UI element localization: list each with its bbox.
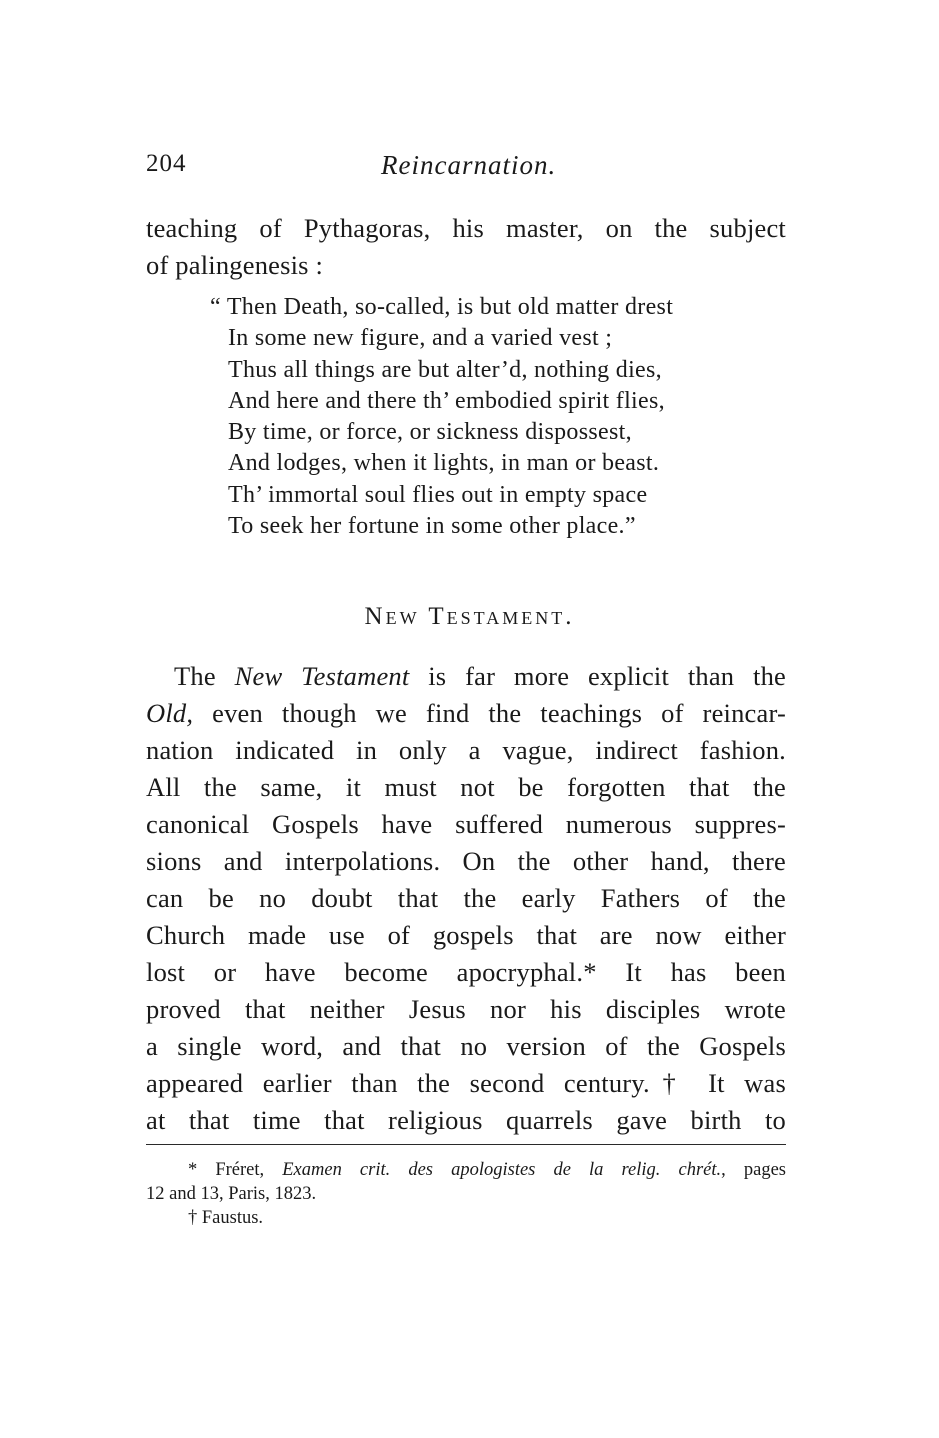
text-line: a single word, and that no version of the Gospels	[146, 1031, 786, 1061]
text-run: The	[174, 661, 235, 691]
italic-title: New Testament	[234, 661, 410, 691]
footnote-line: † Faustus.	[188, 1208, 264, 1228]
text-line: appeared earlier than the second century.† It was	[146, 1068, 786, 1098]
text-line: lost or have become apocryphal.* It has been	[146, 957, 786, 987]
text-line	[146, 695, 786, 732]
footnote-rule	[146, 1144, 786, 1145]
text-line: at that time that religious quarrels gave birth to	[146, 1105, 786, 1135]
body-paragraph	[146, 658, 786, 1139]
page-number: 204	[146, 150, 187, 177]
poem-line: And lodges, when it lights, in man or beast.	[228, 450, 660, 477]
italic-title: Old,	[146, 698, 194, 728]
footnote-line	[146, 1158, 786, 1182]
text-line: teaching of Pythagoras, his master, on the subject	[146, 213, 786, 243]
poem-line: Th’ immortal soul flies out in empty space	[228, 481, 648, 508]
text-line: All the same, it must not be forgotten that the	[146, 772, 786, 802]
text-line: of palingenesis :	[146, 250, 324, 280]
text-line	[146, 658, 786, 695]
text-line: canonical Gospels have suffered numerous suppres-	[146, 809, 786, 839]
poem-line: “ Then Death, so-called, is but old matter drest	[210, 294, 674, 320]
poem-line: In some new figure, and a varied vest ;	[228, 325, 613, 352]
text-run: even though we find the teachings of reincar-	[193, 698, 786, 728]
section-heading: New Testament.	[364, 603, 575, 630]
footnote-line: 12 and 13, Paris, 1823.	[146, 1184, 317, 1204]
text-line: sions and interpolations. On the other hand, there	[146, 846, 786, 876]
italic-title: Examen crit. des apologistes de la relig. chrét.	[282, 1160, 722, 1180]
text-line: proved that neither Jesus nor his disciples wrote	[146, 994, 786, 1024]
poem-line: To seek her fortune in some other place.”	[228, 513, 636, 540]
page-header	[146, 150, 786, 190]
poem-quote	[210, 292, 673, 542]
text-run: * Fréret,	[188, 1160, 283, 1180]
intro-paragraph	[146, 210, 786, 284]
footnotes	[146, 1158, 786, 1230]
text-run: , pages	[721, 1160, 786, 1180]
running-title: Reincarnation.	[381, 150, 557, 180]
text-line: nation indicated in only a vague, indirect fashion.	[146, 735, 786, 765]
poem-line: Thus all things are but alter’d, nothing dies,	[228, 356, 662, 383]
poem-line: By time, or force, or sickness dispossest,	[228, 419, 632, 446]
text-line: Church made use of gospels that are now either	[146, 920, 786, 950]
text-run: is far more explicit than the	[409, 661, 787, 691]
poem-line: And here and there th’ embodied spirit flies,	[228, 387, 665, 414]
text-line: can be no doubt that the early Fathers of the	[146, 883, 786, 913]
